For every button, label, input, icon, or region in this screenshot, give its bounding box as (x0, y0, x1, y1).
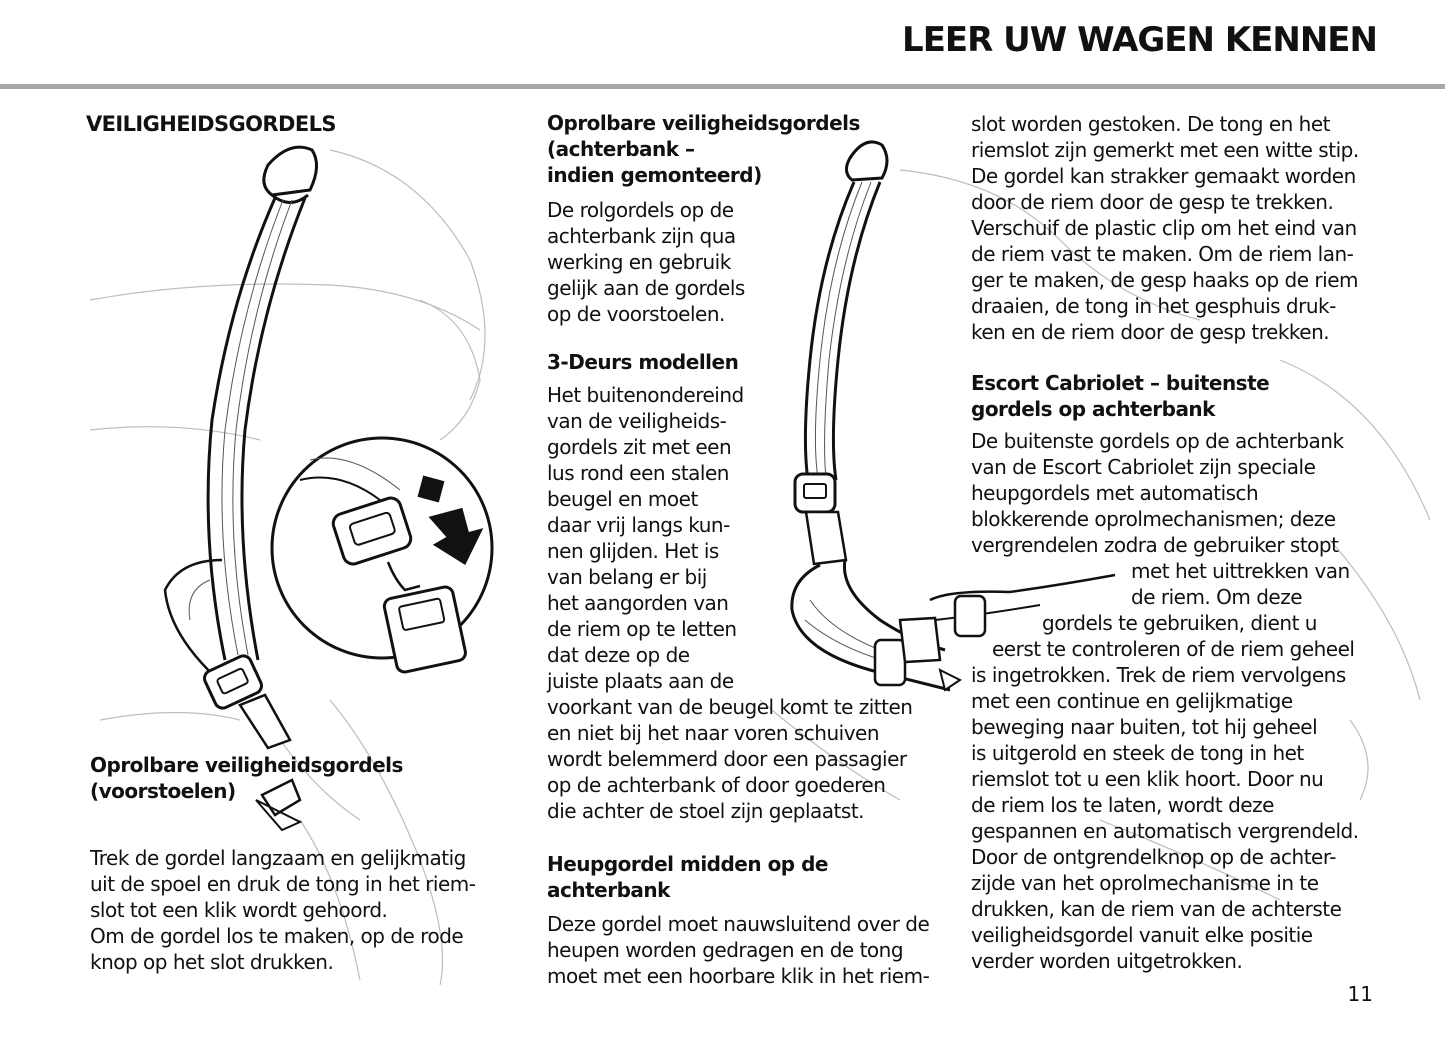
page-number: 11 (1347, 982, 1373, 1006)
body-line: Trek de gordel langzaam en gelijkmatig (90, 846, 466, 870)
front-belt-heading-line: (voorstoelen) (90, 779, 236, 803)
body-line: gelijk aan de gordels (547, 276, 745, 300)
body-line: beweging naar buiten, tot hij geheel (971, 715, 1318, 739)
body-line: het aangorden van (547, 591, 729, 615)
heading-line: indien gemonteerd) (547, 163, 762, 187)
body-line: werking en gebruik (547, 250, 731, 274)
section-title: VEILIGHEIDSGORDELS (86, 112, 336, 136)
body-line: Verschuif de plastic clip om het eind van (971, 216, 1357, 240)
three-door-heading: 3-Deurs modellen (547, 350, 739, 374)
body-line: daar vrij langs kun- (547, 513, 730, 537)
body-line: vergrendelen zodra de gebruiker stopt (971, 533, 1339, 557)
body-line: zijde van het oprolmechanisme in te (971, 871, 1319, 895)
body-line: achterbank zijn qua (547, 224, 736, 248)
body-line: nen glijden. Het is (547, 539, 719, 563)
body-line: Om de gordel los te maken, op de rode (90, 924, 464, 948)
body-line: van de veiligheids- (547, 409, 727, 433)
body-line: dat deze op de (547, 643, 690, 667)
body-line: eerst te controleren of de riem geheel (992, 637, 1355, 661)
body-line: met een continue en gelijkmatige (971, 689, 1293, 713)
cabrio-body-top (971, 428, 1344, 558)
body-line: De gordel kan strakker gemaakt worden (971, 164, 1356, 188)
front-belt-body (90, 845, 475, 975)
body-line: ger te maken, de gesp haaks op de riem (971, 268, 1358, 292)
heading-line: gordels op achterbank (971, 397, 1215, 421)
body-line: juiste plaats aan de (547, 669, 734, 693)
body-line: De rolgordels op de (547, 198, 734, 222)
body-line: Deze gordel moet nauwsluitend over de (547, 912, 930, 936)
body-line: wordt belemmerd door een passagier (547, 747, 907, 771)
body-line: is ingetrokken. Trek de riem vervolgens (971, 663, 1346, 687)
heading-line: achterbank (547, 878, 670, 902)
body-line: de riem los te laten, wordt deze (971, 793, 1274, 817)
continued-body (971, 111, 1359, 345)
body-line: draaien, de tong in het gesphuis druk- (971, 294, 1336, 318)
body-line: riemslot tot u een klik hoort. Door nu (971, 767, 1324, 791)
body-line: slot worden gestoken. De tong en het (971, 112, 1331, 136)
body-line: Het buitenondereind (547, 383, 744, 407)
body-line: gordels te gebruiken, dient u (1042, 611, 1317, 635)
body-line: de riem vast te maken. Om de riem lan- (971, 242, 1354, 266)
body-line: voorkant van de beugel komt te zitten (547, 695, 913, 719)
body-line: gespannen en automatisch vergrendeld. (971, 819, 1359, 843)
body-line: drukken, kan de riem van de achterste (971, 897, 1342, 921)
body-line: verder worden uitgetrokken. (971, 949, 1243, 973)
heading-line: (achterbank – (547, 137, 695, 161)
body-line: de riem op te letten (547, 617, 737, 641)
heading-line: Escort Cabriolet – buitenste (971, 371, 1270, 395)
body-line: en niet bij het naar voren schuiven (547, 721, 880, 745)
body-line: gordels zit met een (547, 435, 732, 459)
body-line: beugel en moet (547, 487, 698, 511)
body-line: moet met een hoorbare klik in het riem- (547, 964, 930, 988)
body-line: van belang er bij (547, 565, 707, 589)
body-line: knop op het slot drukken. (90, 950, 334, 974)
body-line: slot tot een klik wordt gehoord. (90, 898, 388, 922)
body-line: lus rond een stalen (547, 461, 729, 485)
body-line: veiligheidsgordel vanuit elke positie (971, 923, 1313, 947)
lap-belt-heading (547, 851, 828, 903)
body-line: die achter de stoel zijn geplaatst. (547, 799, 865, 823)
lap-belt-body (547, 911, 929, 989)
heading-line: Oprolbare veiligheidsgordels (547, 111, 860, 135)
body-line: riemslot zijn gemerkt met een witte stip. (971, 138, 1359, 162)
page-header-title: LEER UW WAGEN KENNEN (902, 20, 1377, 60)
body-line: De buitenste gordels op de achterbank (971, 429, 1344, 453)
body-line: met het uittrekken van (1131, 559, 1350, 583)
cabrio-heading (971, 370, 1269, 422)
body-line: blokkerende oprolmechanismen; deze (971, 507, 1336, 531)
body-line: uit de spoel en druk de tong in het riem- (90, 872, 476, 896)
cabrio-body-bottom (971, 662, 1359, 974)
body-line: Door de ontgrendelknop op de achter- (971, 845, 1337, 869)
body-line: is uitgerold en steek de tong in het (971, 741, 1304, 765)
front-belt-heading (90, 752, 403, 804)
heading-line: Heupgordel midden op de (547, 852, 828, 876)
body-line: door de riem door de gesp te trekken. (971, 190, 1334, 214)
body-line: ken en de riem door de gesp trekken. (971, 320, 1330, 344)
buckle-detail-circle (272, 438, 492, 673)
body-line: op de voorstoelen. (547, 302, 725, 326)
body-line: op de achterbank of door goederen (547, 773, 886, 797)
body-line: de riem. Om deze (1131, 585, 1303, 609)
body-line: heupgordels met automatisch (971, 481, 1259, 505)
body-line: van de Escort Cabriolet zijn speciale (971, 455, 1316, 479)
rear-belt-body (547, 197, 745, 327)
front-belt-heading-line: Oprolbare veiligheidsgordels (90, 753, 403, 777)
body-line: heupen worden gedragen en de tong (547, 938, 904, 962)
rear-belt-heading (547, 110, 860, 188)
three-door-body (547, 382, 912, 824)
